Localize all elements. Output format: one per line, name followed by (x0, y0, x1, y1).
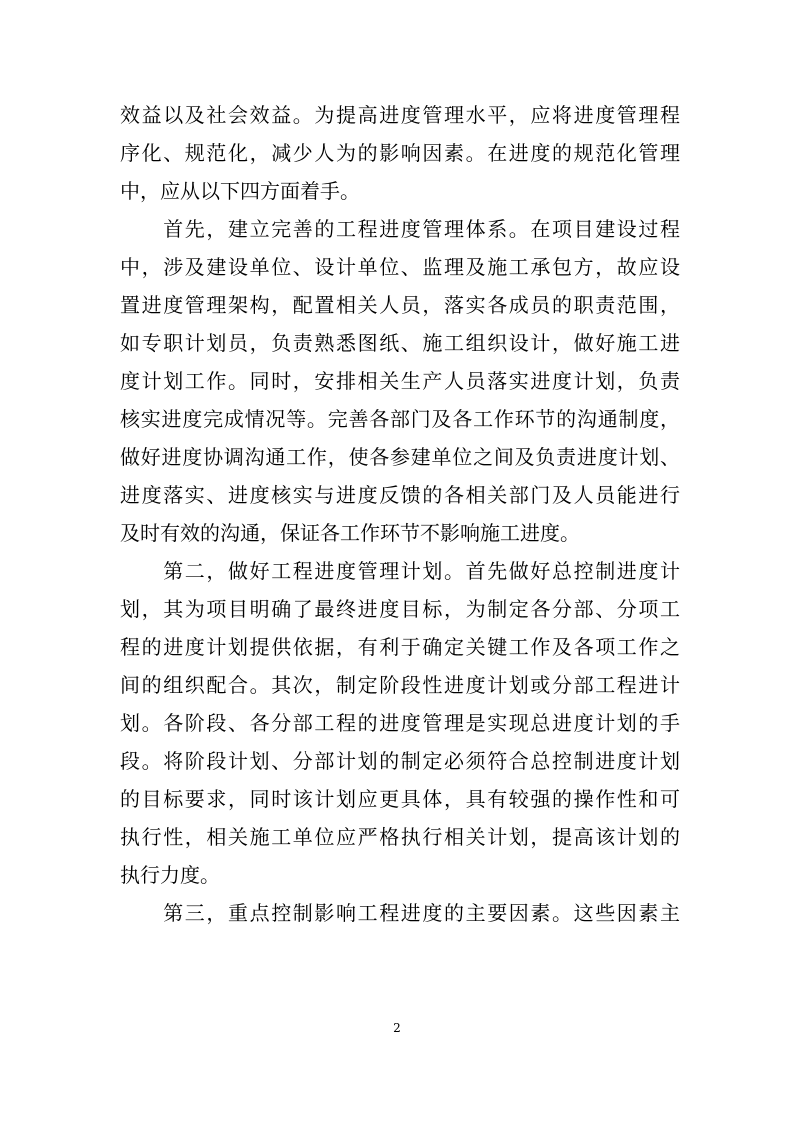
text-line: 第三，重点控制影响工程进度的主要因素。这些因素主 (120, 901, 680, 925)
text-line: 中，应从以下四方面着手。 (120, 179, 360, 203)
text-line: 及时有效的沟通，保证各工作环节不影响施工进度。 (120, 521, 580, 545)
text-line: 如专职计划员，负责熟悉图纸、施工组织设计，做好施工进 (120, 331, 680, 355)
text-line: 效益以及社会效益。为提高进度管理水平，应将进度管理程 (120, 103, 680, 127)
text-line: 执行性，相关施工单位应严格执行相关计划，提高该计划的 (120, 825, 680, 849)
text-line: 序化、规范化，减少人为的影响因素。在进度的规范化管理 (120, 141, 680, 165)
text-line: 程的进度计划提供依据，有利于确定关键工作及各项工作之 (120, 635, 680, 659)
text-line: 执行力度。 (120, 863, 220, 887)
text-line: 置进度管理架构，配置相关人员，落实各成员的职责范围， (120, 293, 680, 317)
text-line: 度计划工作。同时，安排相关生产人员落实进度计划，负责 (120, 369, 680, 393)
text-line: 核实进度完成情况等。完善各部门及各工作环节的沟通制度， (120, 407, 680, 431)
text-line: 进度落实、进度核实与进度反馈的各相关部门及人员能进行 (120, 483, 680, 507)
text-line: 划，其为项目明确了最终进度目标，为制定各分部、分项工 (120, 597, 680, 621)
text-line: 段。将阶段计划、分部计划的制定必须符合总控制进度计划 (120, 749, 680, 773)
text-line: 首先，建立完善的工程进度管理体系。在项目建设过程 (120, 217, 680, 241)
text-line: 的目标要求，同时该计划应更具体，具有较强的操作性和可 (120, 787, 680, 811)
text-line: 做好进度协调沟通工作，使各参建单位之间及负责进度计划、 (120, 445, 680, 469)
text-line: 第二，做好工程进度管理计划。首先做好总控制进度计 (120, 559, 680, 583)
page-number: 2 (393, 1021, 401, 1035)
text-line: 间的组织配合。其次，制定阶段性进度计划或分部工程进计 (120, 673, 680, 697)
document-body (120, 96, 680, 932)
text-line: 中，涉及建设单位、设计单位、监理及施工承包方，故应设 (120, 255, 680, 279)
text-line: 划。各阶段、各分部工程的进度管理是实现总进度计划的手 (120, 711, 680, 735)
